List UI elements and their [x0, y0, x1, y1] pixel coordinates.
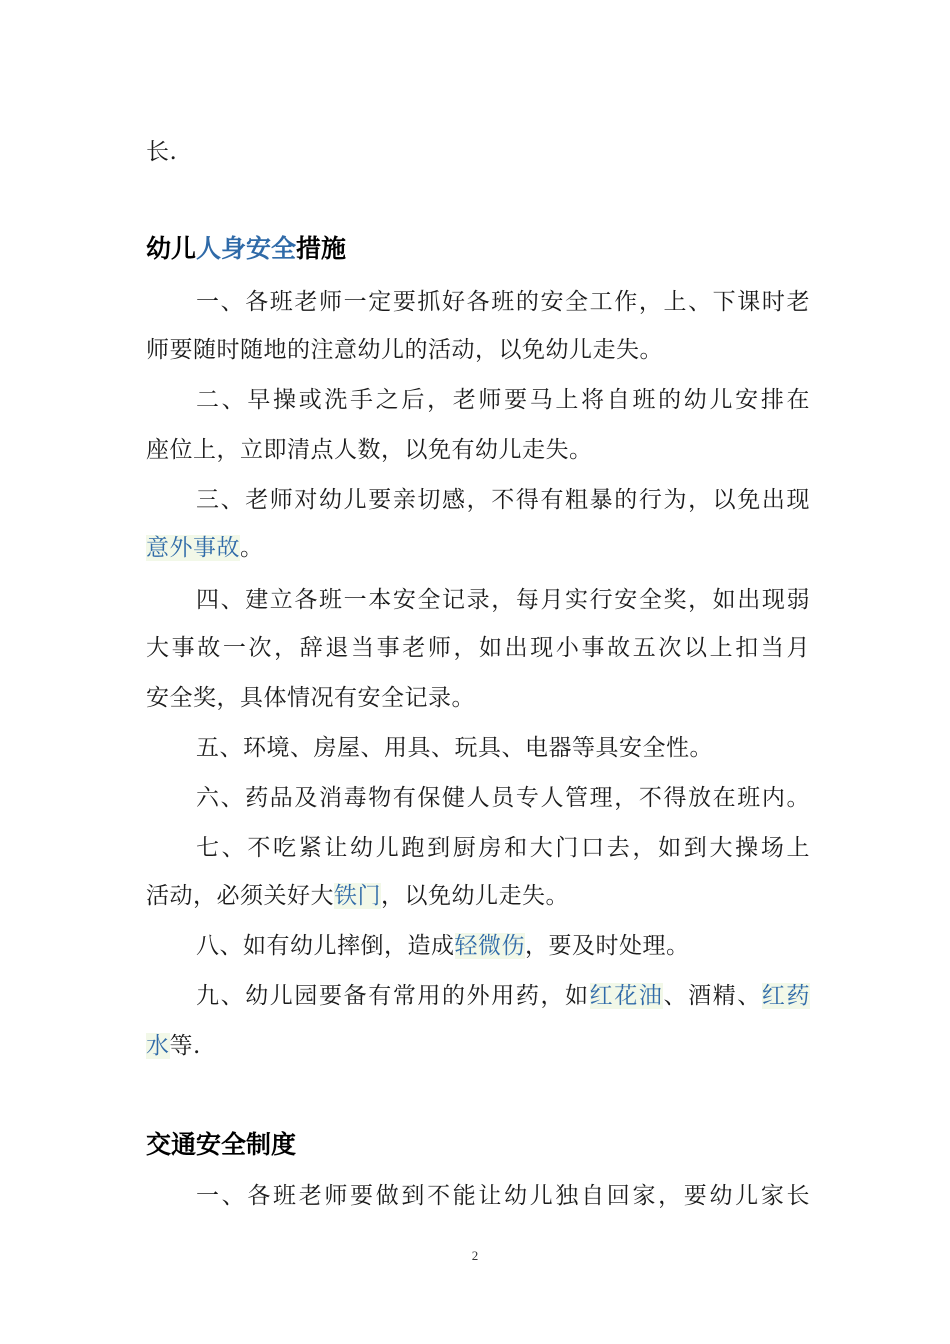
paragraph-line: 二、早操或洗手之后，老师要马上将自班的幼儿安排在: [196, 387, 810, 413]
link-mercurochrome-end[interactable]: 水: [146, 1033, 170, 1059]
paragraph-line: [146, 532, 810, 564]
section-heading-traffic-safety: 交通安全制度: [146, 1130, 297, 1159]
paragraph-text: ，要及时处理。: [525, 933, 690, 959]
heading-link-personal-safety[interactable]: 人身安全: [196, 234, 297, 263]
link-mercurochrome[interactable]: 红药: [761, 983, 811, 1009]
paragraph-line: 四、建立各班一本安全记录，每月实行安全奖，如出现弱: [196, 587, 810, 613]
link-iron-gate[interactable]: 铁门: [334, 883, 381, 909]
top-fragment: 长.: [146, 139, 178, 165]
paragraph-text: ，以免幼儿走失。: [381, 883, 569, 909]
paragraph-line: 一、各班老师要做到不能让幼儿独自回家，要幼儿家长: [196, 1183, 810, 1209]
paragraph-text: 、酒精、: [663, 983, 762, 1009]
link-minor-injury[interactable]: 轻微伤: [454, 933, 525, 959]
paragraph-line: 师要随时随地的注意幼儿的活动，以免幼儿走失。: [146, 337, 663, 363]
paragraph-text: 活动，必须关好大: [146, 883, 334, 909]
paragraph-line: 一、各班老师一定要抓好各班的安全工作，上、下课时老: [196, 289, 810, 315]
paragraph-line: 大事故一次，辞退当事老师，如出现小事故五次以上扣当月: [146, 635, 810, 661]
paragraph-text: 八、如有幼儿摔倒，造成: [196, 933, 455, 959]
paragraph-line: [196, 980, 810, 1012]
page-number: 2: [471, 1248, 479, 1263]
link-accident[interactable]: 意外事故: [146, 535, 240, 561]
paragraph-line: 座位上，立即清点人数，以免有幼儿走失。: [146, 437, 593, 463]
paragraph-text: 九、幼儿园要备有常用的外用药，如: [196, 983, 590, 1009]
heading-text: 措施: [296, 234, 347, 263]
paragraph-line: 六、药品及消毒物有保健人员专人管理，不得放在班内。: [196, 785, 810, 811]
link-safflower-oil[interactable]: 红花油: [589, 983, 664, 1009]
paragraph-line: 三、老师对幼儿要亲切感，不得有粗暴的行为，以免出现: [196, 487, 810, 513]
paragraph-line: 安全奖，具体情况有安全记录。: [146, 685, 475, 711]
paragraph-text: 。: [240, 535, 264, 561]
paragraph-line: 七、不吃紧让幼儿跑到厨房和大门口去，如到大操场上: [196, 835, 810, 861]
paragraph-line: [146, 880, 810, 912]
paragraph-line: 五、环境、房屋、用具、玩具、电器等具安全性。: [196, 735, 713, 761]
paragraph-line: [146, 1030, 810, 1062]
paragraph-text: 等.: [169, 1033, 201, 1059]
heading-text: 幼儿: [146, 234, 197, 263]
section-heading-safety-measures: [146, 232, 346, 266]
paragraph-line: [196, 930, 810, 962]
